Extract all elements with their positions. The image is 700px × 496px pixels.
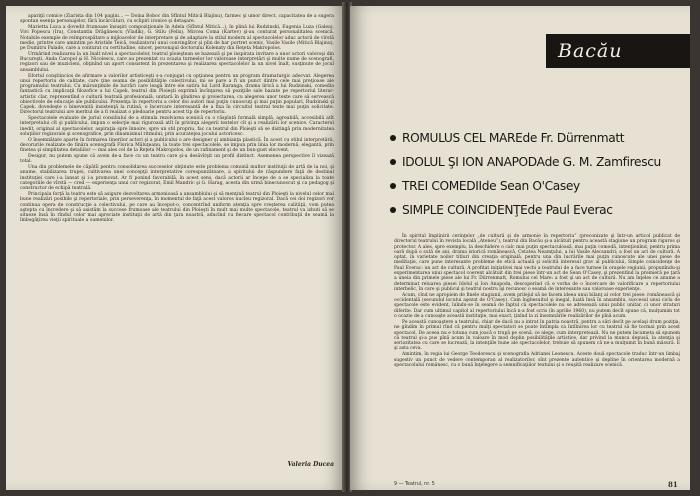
right-paragraph: Acum, cînd ne apropiem de finele stagiunii, avem prilejul să ne facem ideea unui bilanţ al celor trei piese: românească şi occidentală (secundul locului aşezat de O'Casey). Cam înghesuitul şi inegal, luată însă în ansamblu, succesul unui ciclu de spectacole este evident, luîndu-se în seamă de faptul că spectacolele nu se adresează unui public unitar, ci unor straturi diferite. Dar cum ultimul capitol al repertoriului încă n-a fost scris (în aprilie 1960), nu putem decît spune că, mulţumim tot o ocazie de a cunoaşte această instituţie, mai exact, ţinînd la zi însemnările realizărilor de pînă acum. bbox=[394, 292, 680, 320]
play-title: TREI COMEDII bbox=[402, 179, 482, 193]
play-author: de Fr. Dürrenmatt bbox=[522, 131, 625, 145]
right-paragraph: Pe această cunoaştere a teatrului, chiar de dacă nu a intrat în patria noastră, pentru a sări decît pe acelaşi drum poziţia, ne gîndim în primul rînd că pentru mulţi spectatori se poate întîmpla ca întîlnirea lor cu teatrul să fie tocmai prin acest spectacol. De aceea nu e totuna cum joacă o trupă pe scenă, ce alege, cum interpretează. Nu ne putem încumeta să spunem că teatrul şi-a pus pînă acum în valoare în mod deplin posibilităţile artistice, dar privind la munca depusă, la atenţia şi seriozitatea cu care se lucrează, la intenţiile bune ale spectacolelor, trebuie să spunem că ne-a mulţumit în bună măsură. E şi asta ceva. bbox=[394, 319, 680, 352]
play-list bbox=[390, 126, 686, 222]
play-item bbox=[390, 150, 686, 174]
bullet-icon bbox=[390, 183, 396, 189]
left-page bbox=[6, 6, 344, 490]
issue-footer: 9 — Teatrul, nr. 5 bbox=[394, 482, 435, 487]
right-paragraph: Amintim, în regia lui George Teodorescu şi scenografia Adrianei Leonescu. Aceste două spectacole traduc într-un limbaj sugestiv un punct de vedere contemporan al realizatorilor, sînt prezente autentice şi depline în orientarea modernă a spectacolului românesc, cu o bună înţelegere a semnificaţiilor textului şi o reuşită realizare scenică. bbox=[394, 352, 680, 368]
bullet-icon bbox=[390, 207, 396, 213]
play-title: SIMPLE COINCIDENŢE bbox=[402, 203, 528, 217]
right-page-body bbox=[394, 234, 680, 369]
left-paragraph: Marietta Luca a dovedit frumoase însuşiri compoziţionale în Adela (Sfîntul Mitică...), în plină lui Rudzinski, Eugenia Luza (Galea), Vivi Popescu (Ira), Constantin Drăgănescu (Vladik), G. Stilu (Felix), Mircea Coma (Kartev) şi-au conturat personalitatea scenică. Notabile exemple de reîmprospătare a mijloacelor de interpretare şi de adaptare la stilul modern al spectacolelor aduc actorii de vîrstă medie, printre care amintim pe Aristide Teică, realizatorul unui convingător şi plin de har portret scenic, Vasile Vasile (Mitică Blajinu), pe Dumitru Palade, care a conturat cu certitudine, sincer, personajul doctorului Kolenaty din Reţeta Makropolos. bbox=[20, 25, 334, 52]
play-item bbox=[390, 198, 686, 222]
play-author: de Sean O'Casey bbox=[481, 179, 580, 193]
left-paragraph: Spectacolele evaluate de juriul consiliului de a stimula rezolvarea scenică cu o răsplată formală simplă, agreabilă, accesibilă atît interpretului cît şi publicului, impun o selecţie mai riguroasă atît în privinţa alegerii textelor cît şi a realizării lor scenice. Caracterul inedit, original al spectacolelor, aspiraţia spre înnoire, spre un stil propriu, fac ca teatrul din Ploieşti să se distingă prin modernitatea soluţiilor regizorale şi scenografice, prin dinamismul ritmului, prin acurateţea jocului actoricesc. bbox=[20, 116, 334, 137]
bullet-icon bbox=[390, 135, 396, 141]
left-page-body bbox=[20, 14, 334, 468]
play-title: IDOLUL ŞI ION ANAPODA bbox=[402, 155, 545, 169]
left-paragraph: Principala forţă la teatru este să asigure dezvoltarea armonioasă a ansamblului şi să menţină teatrul din Ploieşti la nivelul celor mai bune realizări posibile şi repertoriale, prin perseverenţa, în momentul de faţă acest valoros nucleu regizoral. Dacă cei doi regizori vor continua opera de construcţie a colectivului, pe care au început-o, concentrînd uniform atenţia spre creşterea calităţii, vom putea aştepta cu încredere şi să asistăm la succese frumoase ale teatrului din Ploieşti în mult mai multe spectacole, teatrul va izbuti să se situeze însă în rîndul celor mai apreciate instituţii de artă din ţara noastră, aducînd cu fiecare spectacol contribuţii de seamă la îmbogăţirea vieţii spirituale a oamenilor. bbox=[20, 192, 334, 224]
left-paragraph: Desigur, nu putem spune că avem de-a face cu un teatru care şi-a desăvîrşit un profil distinct. Asemenea perspective îl vizează total. bbox=[20, 154, 334, 165]
author-signature: Valeria Ducea bbox=[287, 461, 334, 468]
right-page bbox=[350, 6, 690, 490]
right-paragraph: În spiritul împlinirii cerinţelor „de cultură şi de armonie în repertoriu” (preconizate şi într-un articol publicat de directorul teatrului în revista locală „Ateneu”), teatrul din Bacău şi-a alcătuit pentru această stagiune un program riguros şi protector. A ales, spre exemplu, la deschidere o calc mai puţin spectaculoasă, mai puţin comodă, intenţionînd, pentru prima oară după o sută de ani, drama istorică românească, Cetatea Neamţului, a lui Vasile Alecsandri; a fost un act de cultură. A optat, în varietate noilor titluri din creaţia originală, pentru una din lucrările mai puţin cunoscute ale unei piese de meditaţie, care pune interesante probleme de etică actuală şi solicită interesul grav al publicului, Simple coincidenţe de Paul Everac: un act de cultură. A profitat iniţiativei mai vechi a teatrului de a face turnee în oraşele regiunii, propunîndu-şi experimentarea unui spectacol coerent alcătuit din trei piese într-un act de Sean O'Casey, şi prezentînd la premieră pe ţară a uneia din primele piese ale lui Fr. Dürrenmatt, Romulus cel Mare: a fost şi un act de cultură. Nu am înţeles ce anume a determinat reluarea piesei Idolul şi Ion Anapoda, descoperind că e vorba de o încercare de valorificare a repertoriului interbelic, în care şi publicul şi teatrul nostru îşi recunosc o seamă de interesante sau valoroase experienţe. bbox=[394, 234, 680, 292]
page-number: 81 bbox=[668, 480, 678, 489]
play-item bbox=[390, 174, 686, 198]
banner-title: Bacău bbox=[558, 40, 623, 62]
left-paragraph: apariţii comice (Ziarista din 104 pagini... — Doina Boboc din Sfîntul Mitică Blajinu), farmec şi umor direct, capacitatea de a sugera spontan esenţa personajelor, fără încărcături, cu sclipiri ironice şi detaşare. bbox=[20, 14, 334, 25]
play-item bbox=[390, 126, 686, 150]
bullet-icon bbox=[390, 159, 396, 165]
play-title: ROMULUS CEL MARE bbox=[402, 131, 523, 145]
left-paragraph: Urmărind realizarea la un înalt nivel a spectacolelor, teatrul ploieştean se bazează şi pe inspirata invitare a unor actori valoroşi din Bucureşti, Anda Caropol şi H. Nicolescu, care au prezentat cu ocazia turneelor lor valoroase interpretări şi multe nume de scenografi, regizori sau de muzicieni, obţinînd un aport consistent în prezentarea şi realizarea spectacolelor la un nivel înalt, susţinute de jocul ansamblului. bbox=[20, 51, 334, 73]
play-author: de G. M. Zamfirescu bbox=[544, 155, 661, 169]
left-paragraph: O însemnătate aparte în formarea tinerilor actori şi a publicului o are designer şi ambianţa plastică. În acest cu stilul interpretării, decorurile realizate de tînăra scenografă Florica Măluţeanu, la toate trei spectacolele, se impun prin linia lor modernă, elegantă, prin finetea şi simplitatea detaliilor — mai ales cel de la Reţeta Makropolos, de un rafinament şi de un bun-gust elocvent. bbox=[20, 137, 334, 154]
play-author: de Paul Everac bbox=[527, 203, 613, 217]
section-banner bbox=[546, 34, 690, 68]
magazine-spread bbox=[4, 2, 694, 492]
left-paragraph: Una din problemele de căpătîi pentru consolidarea succeselor obţinute este problema comună multor instituţii de artă de la noi, şi anume, stabilizarea trupei, cultivarea unei concepţii interpretative corespunzătoare, a spiritului de răspundere faţă de destinul instituţiei care i-a lansat şi i-a promovat. Ar fi ponind favorabilă, în acest sens, dacă actorii ar începe de a se specializa la toate categoriile de vîrstă — cred — experienţa unui cor regizorat, Emil Mandric şi G. Harag, acesta din urmă binecunoscut şi ca pedagog şi constructor de echipă teatrală. bbox=[20, 165, 334, 192]
left-paragraph: Efortul conştiincios de afirmare a valorilor artisticeşti s-a conjugat cu opţiunea pentru un program dramaturgic adecvat. Alegerea unui repertoriu de calitate, care ţine seama de posibilităţile colectivului, mi se pare a fi un punct dintre cele mai preţioase ale programului teatrului. Cu mărunţimile de lucrări care leagă între ele satira lui Lord Raranga, drama lirică a lui Rudzinski, comedia fantastică cu implicaţii filozofice a lui Capek, teatrul din Ploieşti exprimă încînţarea să poziţiile sale bazate pe repertoriul literar-artistic clar, reprezentînd o cultură teatrală profesională, unitară în gîndirea şi proiectarea, cu alegerea unor texte care să servească obiectivele de educaţie ale publicului. Prezenţa în repertoriu a celor doi autori mai puţin cunoscuţi şi mai puţin populari, Rudzinski şi Capek, dovedeşte o binevenită insistenţă la rutină, o încercare interesantă de a fixa în circuitul teatral texte mai puţin solicitate. Directorul teatrului are meritul de a fi realizat o pledoarie pentru acest tip de repertoriu. bbox=[20, 73, 334, 116]
